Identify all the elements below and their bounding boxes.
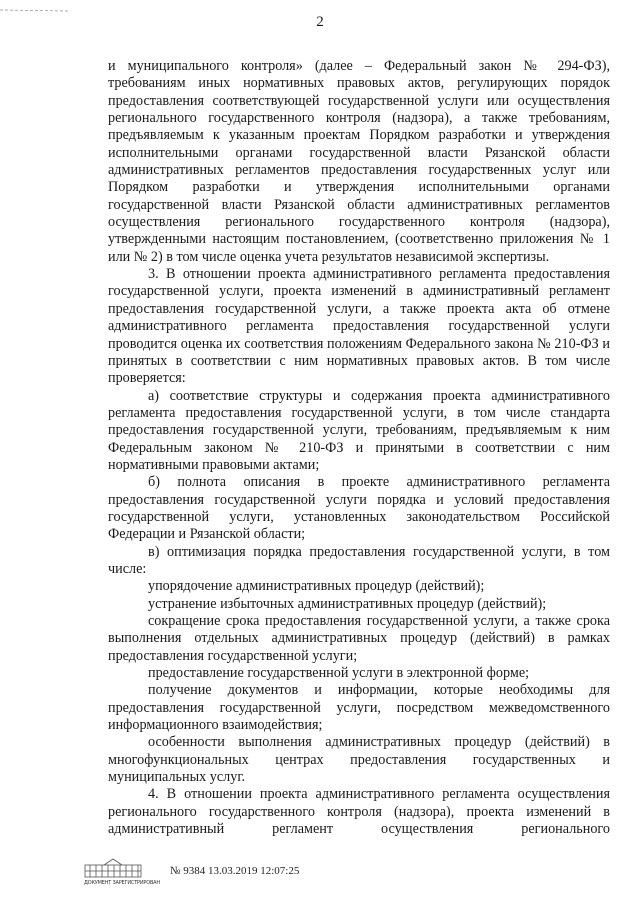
list-item: получение документов и информации, которые необходимы для предоставления государственной услуги, посредством межведомственного информационного взаимодействия;: [108, 682, 610, 734]
page-number: 2: [316, 14, 324, 30]
registration-number: № 9384 13.03.2019 12:07:25: [170, 865, 300, 877]
list-item: сокращение срока предоставления государственной услуги, а также срока выполнения отдельных административных процедур (действий) в рамках предоставления государственной услуги;: [108, 613, 610, 664]
list-item: устранение избыточных административных процедур (действий);: [148, 595, 547, 612]
scan-edge-mark: [0, 0, 70, 4]
paragraph-3b: б) полнота описания в проекте административного регламента предоставления государственной услуги порядка и условий предоставления государственной услуги, установленных законодательством Российской Федерации и Рязанской области;: [108, 474, 610, 543]
paragraph-3c: в) оптимизация порядка предоставления государственной услуги, в том числе:: [108, 543, 610, 577]
registration-stamp: [84, 856, 174, 892]
list-item: упорядочение административных процедур (действий);: [148, 578, 485, 595]
stamp-label: ДОКУМЕНТ ЗАРЕГИСТРИРОВАН: [84, 880, 160, 886]
document-body: [108, 58, 610, 838]
paragraph-4: 4. В отношении проекта административного регламента осуществления регионального государственного контроля (надзора), проекта изменений в административный регламент осуществления регионального: [108, 786, 610, 838]
paragraph-3a: а) соответствие структуры и содержания проекта административного регламента предоставления государственной услуги, в том числе стандарта предоставления государственной услуги, требованиям, предъявляемым к ним Федеральным законом № 210-ФЗ и принятыми в соответствии с ним нормативными правовыми актами;: [108, 387, 610, 473]
list-item: особенности выполнения административных процедур (действий) в многофункциональных центрах предоставления государственных и муниципальных услуг.: [108, 734, 610, 786]
list-item: предоставление государственной услуги в электронной форме;: [148, 665, 530, 682]
stamp-building-icon: [84, 856, 144, 880]
paragraph-1: и муниципального контроля» (далее – Федеральный закон № 294-ФЗ), требованиям иных нормативных правовых актов, регулирующих порядок предоставления соответствующей государственной услуги или осуществления регионального государственного контроля (надзора), а также требованиям, предъявляемым к указанным проектам Порядком разработки и утверждения исполнительными органами государственной власти Рязанской области административных регламентов предоставления государственных услуг или Порядком разработки и утверждения исполнительными органами государственной власти Рязанской области административных регламентов осуществления регионального государственного контроля (надзора), утвержденными настоящим постановлением, (соответственно приложения № 1 или № 2) в том числе оценка учета результатов независимой экспертизы.: [108, 58, 610, 265]
paragraph-3: 3. В отношении проекта административного регламента предоставления государственной услуги, проекта изменений в административный регламент предоставления государственной услуги, а также проекта акта об отмене административного регламента предоставления государственной услуги проводится оценка их соответствия положениям Федерального закона № 210-ФЗ и принятых в соответствии с ним нормативных правовых актов. В том числе проверяется:: [108, 266, 610, 387]
